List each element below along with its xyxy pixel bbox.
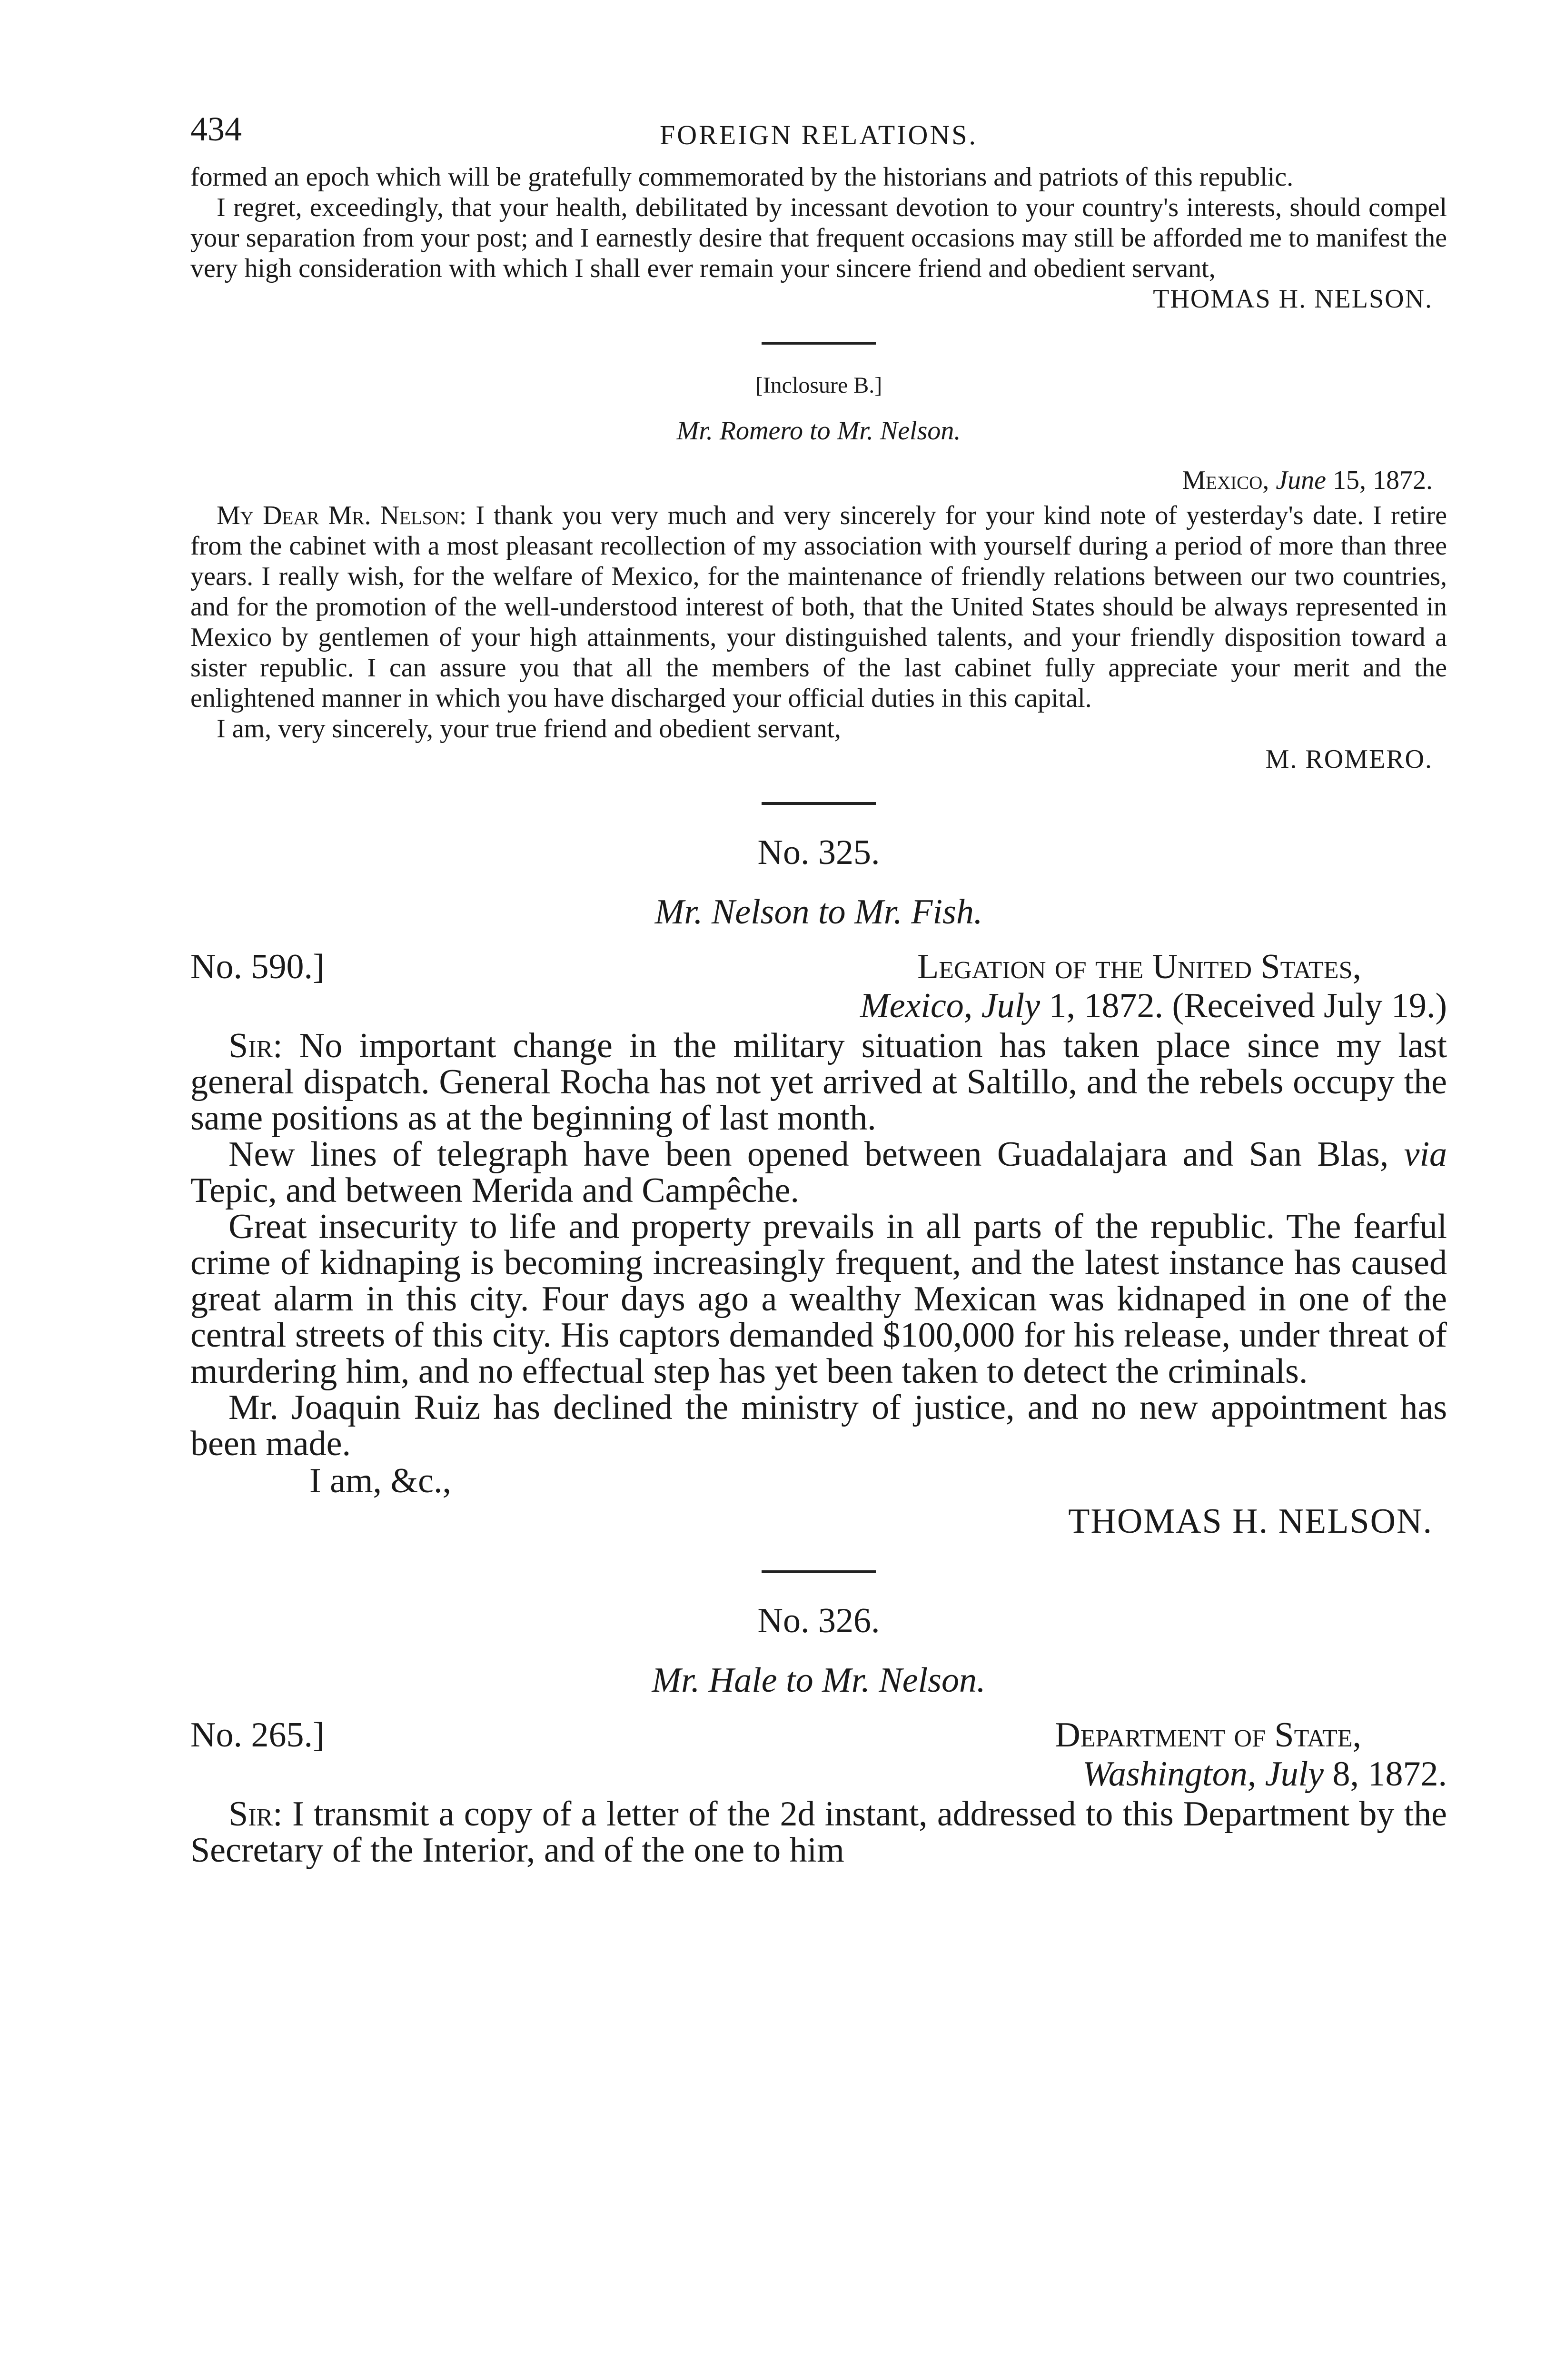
closing: I am, very sincerely, your true friend and obedient servant, — [217, 714, 841, 744]
document-325 — [190, 833, 1447, 1543]
dispatch-ref: No. 590.] — [190, 947, 325, 986]
dispatch-ref: No. 265.] — [190, 1716, 325, 1755]
dispatch-place: Legation of the United States, — [917, 947, 1361, 986]
signature: THOMAS H. NELSON. — [1153, 284, 1433, 314]
paragraph: I regret, exceedingly, that your health, debilitated by incessant devotion to your country's interests, should compel your separation from your post; and I earnestly desire that frequent occasions may still be afforded me to manifest the very high consideration with which I shall ever remain your sincere friend and obedient servant, — [190, 193, 1447, 283]
signature: M. ROMERO. — [1265, 744, 1433, 774]
letter-heading: Mr. Romero to Mr. Nelson. — [676, 416, 961, 446]
salutation: Sir: — [228, 1795, 283, 1834]
document-heading: Mr. Hale to Mr. Nelson. — [652, 1661, 986, 1700]
divider — [762, 1570, 876, 1573]
document-326 — [190, 1601, 1447, 1868]
page-number: 434 — [190, 110, 242, 148]
dateline: Mexico, June 15, 1872. — [1182, 466, 1433, 495]
closing: I am, &c., — [309, 1461, 451, 1500]
salutation: My Dear Mr. Nelson: — [217, 501, 467, 530]
dispatch-date: Mexico, July 1, 1872. (Received July 19.) — [860, 986, 1447, 1025]
divider — [762, 342, 876, 345]
paragraph: Sir: I transmit a copy of a letter of the 2d instant, addressed to this Department by the Secretary of the Interior, and of the one to him — [190, 1795, 1447, 1870]
inclosure-label: [Inclosure B.] — [755, 373, 882, 398]
document-number: No. 325. — [757, 833, 880, 872]
salutation: Sir: — [228, 1026, 283, 1065]
document-heading: Mr. Nelson to Mr. Fish. — [654, 892, 983, 932]
dispatch-date: Washington, July 8, 1872. — [1082, 1755, 1447, 1794]
running-head — [190, 109, 1447, 162]
paragraph: New lines of telegraph have been opened between Guadalajara and San Blas, via Tepic, and between Merida and Campêche. — [190, 1135, 1447, 1210]
running-title: FOREIGN RELATIONS. — [659, 119, 978, 150]
paragraph: Sir: No important change in the military situation has taken place since my last general dispatch. General Rocha has not yet arrived at Saltillo, and the rebels occupy the same positions as at the beginning of last month. — [190, 1026, 1447, 1138]
page — [190, 109, 1447, 1868]
divider — [762, 802, 876, 805]
paragraph: formed an epoch which will be gratefully commemorated by the historians and patriots of this republic. — [190, 162, 1294, 192]
paragraph: Mr. Joaquin Ruiz has declined the ministry of justice, and no new appointment has been made. — [190, 1388, 1447, 1463]
paragraph: Great insecurity to life and property prevails in all parts of the republic. The fearful crime of kidnaping is becoming increasingly frequent, and the latest instance has caused great alarm in this city. Four days ago a wealthy Mexican was kidnaped in one of the central streets of this city. His captors demanded $100,000 for his release, under threat of murdering him, and no effectual step has yet been taken to detect the criminals. — [190, 1207, 1447, 1391]
letter-continuation — [190, 162, 1447, 314]
dispatch-header — [190, 947, 1447, 1028]
dispatch-header — [190, 1715, 1447, 1796]
dispatch-place: Department of State, — [1055, 1716, 1361, 1755]
signature: THOMAS H. NELSON. — [1068, 1502, 1433, 1541]
letter-body: My Dear Mr. Nelson: I thank you very much and very sincerely for your kind note of yesterday's date. I retire from the cabinet with a most pleasant recollection of my association with yourself during a period of more than three years. I really wish, for the welfare of Mexico, for the maintenance of friendly relations between our two countries, and for the promotion of the well-understood interest of both, that the United States should be always represented in Mexico by gentlemen of your high attainments, your distinguished talents, and your friendly disposition toward a sister republic. I can assure you that all the members of the last cabinet fully appreciate your merit and the enlightened manner in which you have discharged your official duties in this capital. — [190, 501, 1447, 713]
inclosure-letter — [190, 372, 1447, 774]
document-number: No. 326. — [757, 1601, 880, 1640]
